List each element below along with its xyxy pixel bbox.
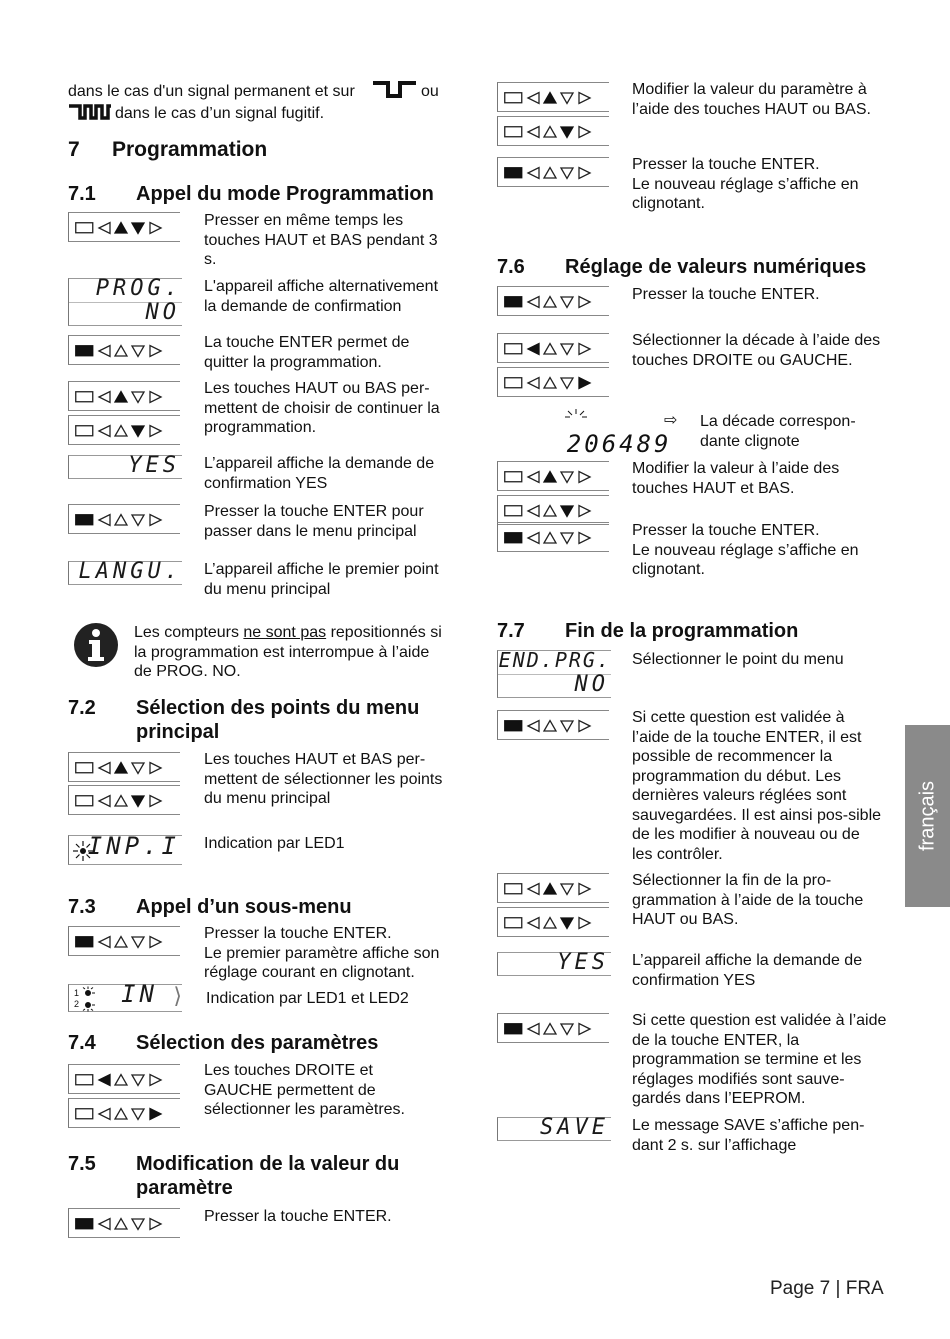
step-text: Si cette question est validée à l’aide de la touche ENTER, il est possible de recommencer la programmation du début. Les dernières valeurs réglées sont sauvegardées. Il est ainsi pos-sible de les modifier à nouveau ou de les contrôler. <box>632 709 882 863</box>
keypad-enter <box>497 1013 609 1043</box>
section-7-2-heading: 7.2 Sélection des points du menu principal <box>68 697 420 743</box>
keypad-right <box>497 367 609 397</box>
step-text: Sélectionner la décade à l’aide des touches DROITE ou GAUCHE. <box>632 332 881 369</box>
fugitive-signal-icon <box>68 103 112 121</box>
section-7-4-heading: 7.4 Sélection des paramètres <box>68 1032 379 1054</box>
display-yes: YES <box>68 455 182 479</box>
digit-blink-icon <box>565 409 587 421</box>
keypad-down <box>497 116 609 146</box>
keypad-up <box>497 461 609 491</box>
step-text: L’appareil affiche la demande de confirmation YES <box>632 952 863 989</box>
keypad-down <box>68 785 180 815</box>
step-text: Indication par LED1 et LED2 <box>206 990 409 1007</box>
step-text: L'appareil affiche alternativement la demande de confirmation <box>204 278 439 315</box>
step-text: Les touches HAUT et BAS per-mettent de sélectionner les points du menu principal <box>204 751 443 807</box>
keypad-enter <box>68 504 180 534</box>
keypad-left <box>68 1064 180 1094</box>
keypad-up-down <box>68 212 180 242</box>
keypad-enter <box>497 286 609 316</box>
step-text: Indication par LED1 <box>204 835 345 852</box>
display-end-prg-no: END.PRG. NO <box>498 648 611 697</box>
step-text: Le message SAVE s’affiche pen-dant 2 s. sur l’affichage <box>632 1117 865 1154</box>
section-7-5-heading: 7.5 Modification de la valeur du paramètre <box>68 1153 400 1199</box>
step-text: Presser la touche ENTER pour passer dans le menu principal <box>204 503 424 540</box>
display-number: 206489 <box>497 413 611 445</box>
step-text: Sélectionner le point du menu <box>632 651 844 668</box>
step-text: La décade correspon-dante clignote <box>700 413 856 450</box>
keypad-up <box>497 82 609 112</box>
section-7-heading: 7 Programmation <box>68 138 268 161</box>
keypad-up <box>68 381 180 411</box>
display-inp: INP.I <box>68 835 182 865</box>
section-7-7-heading: 7.7 Fin de la programmation <box>497 620 799 642</box>
keypad-down <box>497 907 609 937</box>
keypad-up <box>68 752 180 782</box>
display-yes: YES <box>497 952 611 976</box>
section-7-3-heading: 7.3 Appel d’un sous-menu <box>68 896 352 918</box>
display-save: SAVE <box>497 1117 611 1141</box>
step-text: Les touches HAUT ou BAS per-mettent de choisir de continuer la programmation. <box>204 380 440 436</box>
intro-text: dans le cas d'un signal permanent et sur ou dans le cas d’un signal fugitif. <box>68 82 458 122</box>
keypad-down <box>497 495 609 525</box>
keypad-left <box>497 333 609 363</box>
info-note: Les compteurs ne sont pas repositionnés si la programmation est interrompue à l’aide de PROG. NO. <box>134 624 442 680</box>
display-in: 1 2 IN ⟩ <box>68 984 182 1012</box>
step-text: Modifier la valeur à l’aide des touches HAUT et BAS. <box>632 460 840 497</box>
section-7-1-heading: 7.1 Appel du mode Programmation <box>68 183 434 205</box>
led2-label: 2 <box>74 999 80 1009</box>
step-text: Presser la touche ENTER. Le premier paramètre affiche son réglage courant en clignotant. <box>204 925 440 981</box>
keypad-right <box>68 1098 180 1128</box>
keypad-enter <box>497 157 609 187</box>
step-text: L’appareil affiche le premier point du menu principal <box>204 561 439 598</box>
display-cut-edge: ⟩ <box>173 984 182 1009</box>
permanent-signal-icon <box>372 80 418 98</box>
step-text: Modifier la valeur du paramètre à l’aide des touches HAUT ou BAS. <box>632 81 871 118</box>
step-text: Sélectionner la fin de la pro-grammation à l’aide de la touche HAUT ou BAS. <box>632 872 864 928</box>
display-prog-no: PROG. NO <box>68 278 182 326</box>
keypad-enter <box>68 926 180 956</box>
step-text: Presser en même temps les touches HAUT et BAS pendant 3 s. <box>204 212 438 268</box>
keypad-enter <box>497 710 609 740</box>
arrow-icon: ⇨ <box>664 412 678 429</box>
step-text: Les touches DROITE et GAUCHE permettent de sélectionner les paramètres. <box>204 1062 405 1118</box>
step-text: L’appareil affiche la demande de confirmation YES <box>204 455 435 492</box>
display-langu: LANGU. <box>68 561 182 585</box>
step-text: Presser la touche ENTER. Le nouveau réglage s’affiche en clignotant. <box>632 522 859 578</box>
info-icon <box>72 621 120 669</box>
page-footer: Page 7 | FRA <box>770 1278 884 1299</box>
keypad-down <box>68 415 180 445</box>
step-text: Presser la touche ENTER. <box>204 1208 392 1225</box>
step-text: Presser la touche ENTER. Le nouveau réglage s’affiche en clignotant. <box>632 156 859 212</box>
keypad-enter <box>497 522 609 552</box>
keypad-enter <box>68 335 180 365</box>
language-tab: français <box>905 725 950 907</box>
led1-label: 1 <box>74 988 80 998</box>
step-text: Si cette question est validée à l’aide de la touche ENTER, la programmation se termine et les réglages modifiés sont sauve-gardés dans l’EEPROM. <box>632 1012 887 1107</box>
step-text: La touche ENTER permet de quitter la programmation. <box>204 334 410 371</box>
step-text: Presser la touche ENTER. <box>632 286 820 303</box>
keypad-up <box>497 873 609 903</box>
keypad-enter <box>68 1208 180 1238</box>
section-7-6-heading: 7.6 Réglage de valeurs numériques <box>497 256 867 278</box>
